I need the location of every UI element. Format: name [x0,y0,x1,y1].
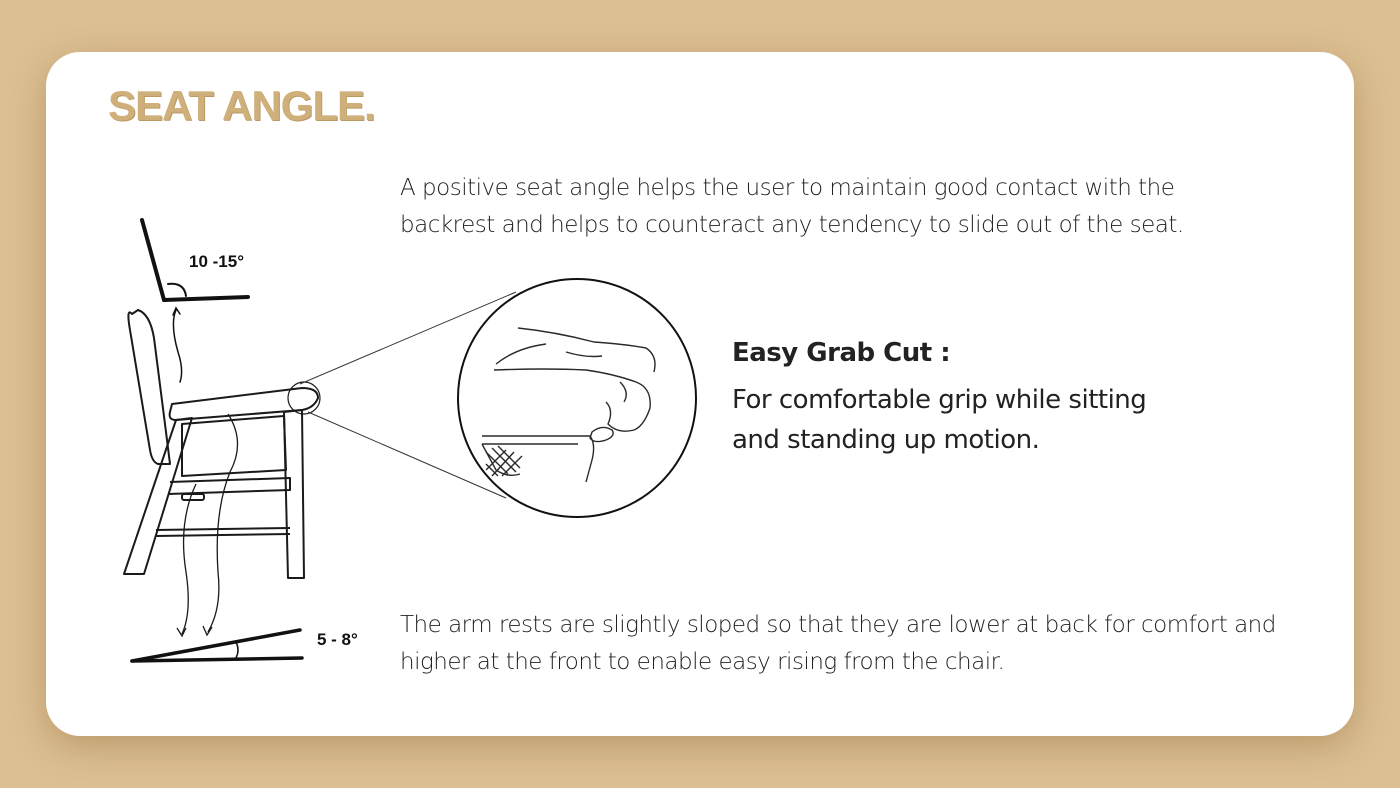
grab-cut-heading: Easy Grab Cut : [732,338,951,368]
magnified-grip-detail [458,279,696,517]
seat-angle-label: 5 - 8° [317,630,358,649]
backrest-angle-label: 10 -15° [189,252,245,271]
grab-cut-description: For comfortable grip while sitting and standing up motion. [732,385,1147,455]
seat-angle-diagram [132,630,302,661]
page-title: SEAT ANGLE. [108,82,375,129]
chair-drawing [124,310,320,578]
backrest-angle-diagram [142,220,248,382]
content-card [46,52,1354,736]
intro-paragraph: A positive seat angle helps the user to maintain good contact with the backrest and helps to counteract any tendency to slide out of the seat. [400,175,1184,238]
flow-arrows [177,414,238,636]
armrest-paragraph: The arm rests are slightly sloped so that they are lower at back for comfort and higher at the front to enable easy rising from the chair. [400,612,1276,675]
